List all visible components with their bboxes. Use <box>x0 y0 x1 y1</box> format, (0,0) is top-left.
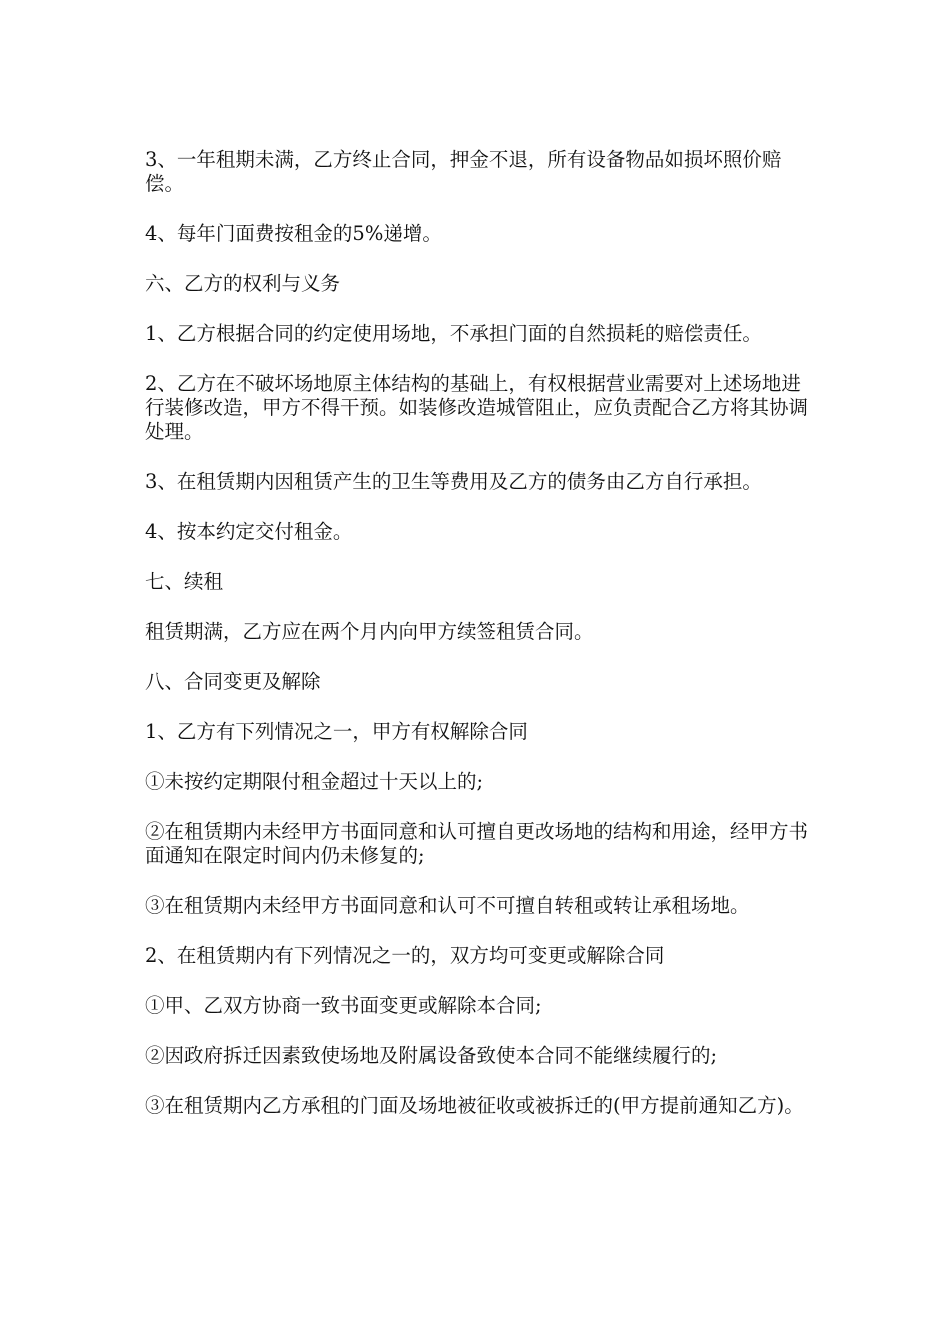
section-8-item-1-sub-3: ③在租赁期内未经甲方书面同意和认可不可擅自转租或转让承租场地。 <box>145 894 750 917</box>
section-6-heading: 六、乙方的权利与义务 <box>145 272 341 295</box>
section-6-item-2: 2、乙方在不破坏场地原主体结构的基础上，有权根据营业需要对上述场地进行装修改造，甲方不得干预。如装修改造城管阻止，应负责配合乙方将其协调处理。 <box>145 372 809 443</box>
section-8-item-1-sub-2: ②在租赁期内未经甲方书面同意和认可擅自更改场地的结构和用途，经甲方书面通知在限定时间内仍未修复的; <box>145 820 809 867</box>
document-page <box>145 148 815 1144</box>
section-7-heading: 七、续租 <box>145 570 224 593</box>
section-6-item-4: 4、按本约定交付租金。 <box>145 520 353 543</box>
section-7-text: 租赁期满，乙方应在两个月内向甲方续签租赁合同。 <box>145 620 594 643</box>
section-8-heading: 八、合同变更及解除 <box>145 670 321 693</box>
section-6-item-1: 1、乙方根据合同的约定使用场地，不承担门面的自然损耗的赔偿责任。 <box>145 322 762 345</box>
section-6-item-3: 3、在租赁期内因租赁产生的卫生等费用及乙方的债务由乙方自行承担。 <box>145 470 762 493</box>
section-8-item-1-sub-1: ①未按约定期限付租金超过十天以上的; <box>145 770 484 793</box>
section-8-item-1: 1、乙方有下列情况之一，甲方有权解除合同 <box>145 720 528 743</box>
clause-4-annual-increase: 4、每年门面费按租金的5%递增。 <box>145 222 442 245</box>
clause-3-early-termination: 3、一年租期未满，乙方终止合同，押金不退，所有设备物品如损坏照价赔偿。 <box>145 148 782 195</box>
section-8-item-2: 2、在租赁期内有下列情况之一的，双方均可变更或解除合同 <box>145 944 665 967</box>
section-8-item-2-sub-1: ①甲、乙双方协商一致书面变更或解除本合同; <box>145 994 542 1017</box>
section-8-item-2-sub-2: ②因政府拆迁因素致使场地及附属设备致使本合同不能继续履行的; <box>145 1044 718 1067</box>
section-8-item-2-sub-3: ③在租赁期内乙方承租的门面及场地被征收或被拆迁的(甲方提前通知乙方)。 <box>145 1094 804 1117</box>
